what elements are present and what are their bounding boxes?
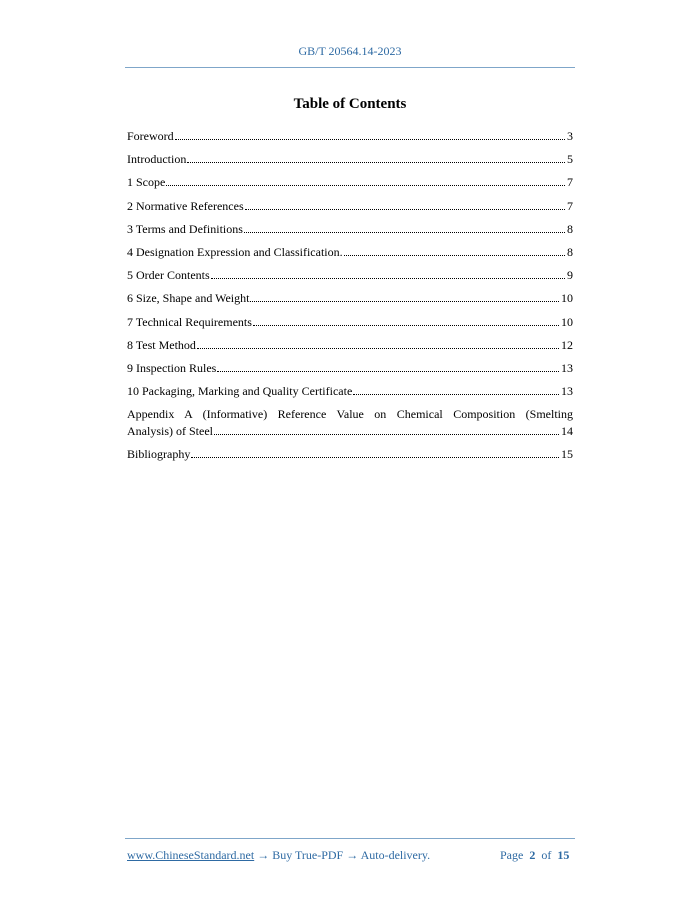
toc-entry-label: 4 Designation Expression and Classification. bbox=[127, 244, 343, 259]
dot-leader bbox=[250, 301, 559, 302]
toc-entry-label: 7 Technical Requirements bbox=[127, 314, 252, 329]
toc-entry-scope[interactable] bbox=[127, 175, 573, 198]
dot-leader bbox=[197, 348, 559, 349]
toc-entry-line2 bbox=[127, 424, 573, 439]
toc-entry-label-line2: Analysis) of Steel bbox=[127, 424, 213, 439]
dot-leader bbox=[175, 139, 565, 140]
toc-entry-page: 10 bbox=[561, 314, 573, 329]
toc-entry-inspection-rules[interactable] bbox=[127, 361, 573, 384]
toc-entry-page: 8 bbox=[567, 244, 573, 259]
website-link[interactable]: www.ChineseStandard.net bbox=[127, 848, 255, 862]
toc-entry-page: 15 bbox=[561, 447, 573, 462]
toc-entry-order-contents[interactable] bbox=[127, 268, 573, 291]
toc-entry-introduction[interactable] bbox=[127, 152, 573, 175]
toc-entry-page: 7 bbox=[567, 175, 573, 190]
toc-entry-page: 10 bbox=[561, 291, 573, 306]
dot-leader bbox=[214, 434, 559, 435]
toc-entry-page: 13 bbox=[561, 384, 573, 399]
dot-leader bbox=[191, 457, 559, 458]
toc-entry-label: 3 Terms and Definitions bbox=[127, 221, 243, 236]
promo-text: → Buy True-PDF → Auto-delivery. bbox=[254, 848, 431, 862]
toc-entry-label: Introduction bbox=[127, 152, 187, 167]
dot-leader bbox=[253, 325, 559, 326]
toc-entry-label: 9 Inspection Rules bbox=[127, 360, 217, 375]
toc-entry-page: 9 bbox=[567, 268, 573, 283]
toc-entry-normative-references[interactable] bbox=[127, 199, 573, 222]
toc-entry-label: 5 Order Contents bbox=[127, 268, 210, 283]
toc-entry-label: 2 Normative References bbox=[127, 198, 244, 213]
page-total: 15 bbox=[557, 848, 570, 862]
page-of: of bbox=[541, 848, 552, 862]
page-indicator bbox=[500, 848, 569, 863]
running-header: GB/T 20564.14-2023 bbox=[298, 44, 402, 58]
dot-leader bbox=[244, 232, 565, 233]
toc-entry-page: 7 bbox=[567, 198, 573, 213]
dot-leader bbox=[217, 371, 559, 372]
table-of-contents bbox=[127, 129, 573, 470]
toc-entry-page: 5 bbox=[567, 152, 573, 167]
toc-entry-packaging-marking[interactable] bbox=[127, 384, 573, 407]
toc-entry-terms-definitions[interactable] bbox=[127, 222, 573, 245]
header-divider bbox=[125, 67, 575, 68]
toc-entry-page: 12 bbox=[561, 337, 573, 352]
toc-entry-label: 8 Test Method bbox=[127, 337, 196, 352]
toc-entry-page: 3 bbox=[567, 129, 573, 143]
dot-leader bbox=[344, 255, 565, 256]
toc-entry-appendix-a[interactable] bbox=[127, 407, 573, 447]
toc-title: Table of Contents bbox=[293, 96, 407, 112]
toc-entry-size-shape-weight[interactable] bbox=[127, 291, 573, 314]
footer-promo bbox=[127, 848, 430, 863]
toc-entry-label: Bibliography bbox=[127, 447, 191, 462]
dot-leader bbox=[187, 162, 565, 163]
toc-entry-label: 1 Scope bbox=[127, 175, 166, 190]
page-current: 2 bbox=[529, 848, 536, 862]
toc-entry-technical-requirements[interactable] bbox=[127, 315, 573, 338]
dot-leader bbox=[245, 209, 565, 210]
toc-entry-page: 13 bbox=[561, 360, 573, 375]
footer-divider bbox=[125, 838, 575, 839]
toc-entry-label: 10 Packaging, Marking and Quality Certificate bbox=[127, 384, 353, 399]
toc-entry-bibliography[interactable] bbox=[127, 447, 573, 470]
toc-entry-page: 14 bbox=[561, 424, 573, 439]
dot-leader bbox=[353, 394, 559, 395]
dot-leader bbox=[211, 278, 565, 279]
toc-entry-designation-classification[interactable] bbox=[127, 245, 573, 268]
toc-entry-test-method[interactable] bbox=[127, 338, 573, 361]
toc-entry-page: 8 bbox=[567, 221, 573, 236]
toc-entry-foreword[interactable] bbox=[127, 129, 573, 152]
toc-entry-label-line1: Appendix A (Informative) Reference Value on Chemical Composition (Smelting bbox=[127, 407, 573, 422]
page-prefix: Page bbox=[500, 848, 524, 862]
dot-leader bbox=[166, 185, 565, 186]
toc-entry-label: 6 Size, Shape and Weight bbox=[127, 291, 250, 306]
toc-entry-label: Foreword bbox=[127, 129, 174, 143]
